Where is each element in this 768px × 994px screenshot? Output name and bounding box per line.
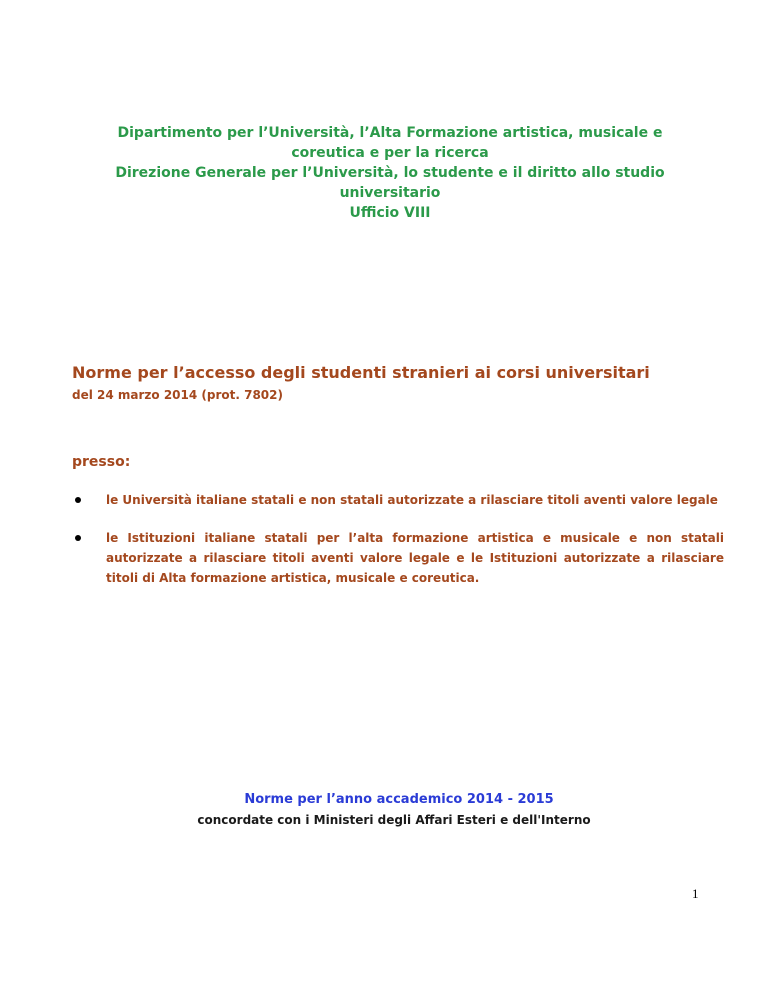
list-item bbox=[72, 490, 724, 510]
academic-year-title: Norme per l’anno accademico 2014 - 2015 bbox=[244, 792, 554, 807]
document-title-block bbox=[72, 362, 712, 404]
list-item bbox=[72, 528, 724, 588]
page-number: 1 bbox=[692, 886, 699, 901]
academic-year-block bbox=[0, 790, 768, 830]
directorate-line-1: Direzione Generale per l’Università, lo studente e il diritto allo studio bbox=[115, 165, 665, 181]
institution-list bbox=[72, 490, 724, 588]
bullet-icon bbox=[75, 535, 81, 541]
list-item-text: le Istituzioni italiane statali per l’alta formazione artistica e musicale e non statali autorizzate a rilasciare titoli aventi valore legale e le Istituzioni autorizzate a rilasciare titoli di Alta formazione artistica, musicale e coreutica. bbox=[106, 531, 724, 585]
directorate-line-2: universitario bbox=[339, 185, 441, 201]
list-item-text: le Università italiane statali e non statali autorizzate a rilasciare titoli aventi valore legale bbox=[106, 493, 718, 507]
office-line: Ufficio VIII bbox=[349, 205, 431, 221]
presso-label: presso: bbox=[72, 454, 131, 470]
document-date: del 24 marzo 2014 (prot. 7802) bbox=[72, 388, 283, 402]
bullet-icon bbox=[75, 497, 81, 503]
document-title: Norme per l’accesso degli studenti stranieri ai corsi universitari bbox=[72, 363, 650, 382]
department-heading bbox=[60, 123, 720, 223]
department-line-1: Dipartimento per l’Università, l’Alta Formazione artistica, musicale e bbox=[117, 125, 663, 141]
academic-year-subtitle: concordate con i Ministeri degli Affari Esteri e dell'Interno bbox=[197, 813, 591, 827]
department-line-2: coreutica e per la ricerca bbox=[291, 145, 489, 161]
